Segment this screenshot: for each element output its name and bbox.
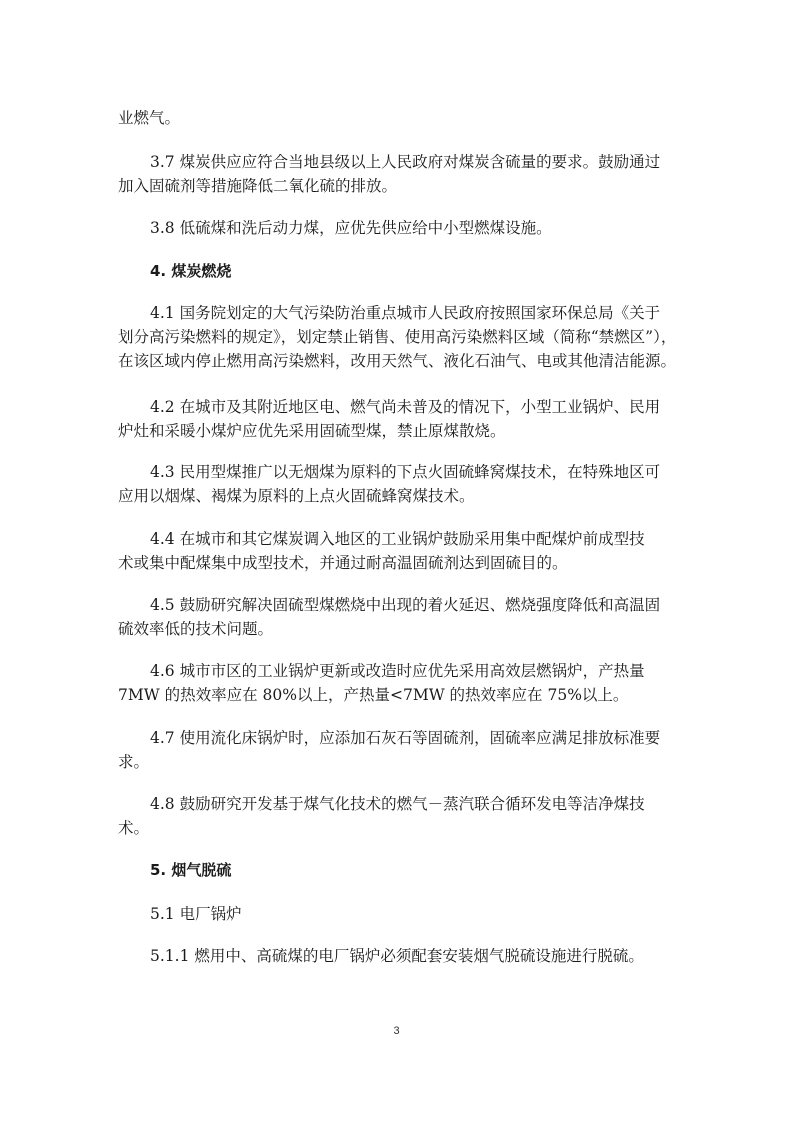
text-line: 硫效率低的技术问题。 [118,620,274,638]
paragraph-3-8 [118,216,678,240]
text-line: 求。 [118,753,150,771]
paragraph-4-5 [118,593,678,641]
paragraph-4-4 [118,527,678,575]
paragraph-4-3 [118,460,678,508]
text-line: 5.1.1 燃用中、高硫煤的电厂锅炉必须配套安装烟气脱硫设施进行脱硫。 [150,947,644,965]
paragraph-5-1 [118,902,678,926]
text-line: 4.7 使用流化床锅炉时，应添加石灰石等固硫剂，固硫率应满足排放标准要 [150,729,661,747]
text-line: 4.4 在城市和其它煤炭调入地区的工业锅炉鼓励采用集中配煤炉前成型技 [150,530,645,548]
section-heading-4 [118,259,678,283]
page-number: 3 [393,1025,400,1037]
text-line: 加入固硫剂等措施降低二氧化硫的排放。 [118,177,398,195]
text-line: 4.3 民用型煤推广以无烟煤为原料的下点火固硫蜂窝煤技术，在特殊地区可 [150,463,661,481]
text-line: 术。 [118,819,150,837]
text-line: 划分高污染燃料的规定》，划定禁止销售、使用高污染燃料区域（简称“禁燃区”）， [118,328,677,346]
heading-text: 5. 烟气脱硫 [150,861,232,879]
text-line: 炉灶和采暖小煤炉应优先采用固硫型煤，禁止原煤散烧。 [118,422,506,440]
text-line: 4.5 鼓励研究解决固硫型煤燃烧中出现的着火延迟、燃烧强度降低和高温固 [150,596,661,614]
text-line: 5.1 电厂锅炉 [150,905,242,923]
text-line: 4.6 城市市区的工业锅炉更新或改造时应优先采用高效层燃锅炉，产热量 [150,662,645,680]
heading-text: 4. 煤炭燃烧 [150,262,232,280]
text-line: 在该区域内停止燃用高污染燃料，改用天然气、液化石油气、电或其他清洁能源。 [118,352,677,370]
paragraph-4-1 [118,301,678,373]
section-heading-5 [118,858,678,882]
text-line: 3.7 煤炭供应应符合当地县级以上人民政府对煤炭含硫量的要求。鼓励通过 [150,153,661,171]
text-line: 3.8 低硫煤和洗后动力煤，应优先供应给中小型燃煤设施。 [150,219,552,237]
text-line: 4.1 国务院划定的大气污染防治重点城市人民政府按照国家环保总局《关于 [150,304,661,322]
text-line: 应用以烟煤、褐煤为原料的上点火固硫蜂窝煤技术。 [118,487,475,505]
paragraph-4-6 [118,659,678,707]
text-line: 4.8 鼓励研究开发基于煤气化技术的燃气－蒸汽联合循环发电等洁净煤技 [150,795,645,813]
paragraph-4-2 [118,395,678,443]
text-line: 4.2 在城市及其附近地区电、燃气尚未普及的情况下，小型工业锅炉、民用 [150,398,661,416]
text-line: 7MW 的热效率应在 80%以上，产热量<7MW 的热效率应在 75%以上。 [118,686,629,704]
text-line: 术或集中配煤集中成型技术，并通过耐高温固硫剂达到固硫目的。 [118,554,568,572]
text-line: 业燃气。 [118,109,181,127]
paragraph-3-7 [118,150,678,198]
paragraph-5-1-1 [118,944,678,968]
paragraph-carryover [118,106,678,130]
paragraph-4-8 [118,792,678,840]
paragraph-4-7 [118,726,678,774]
